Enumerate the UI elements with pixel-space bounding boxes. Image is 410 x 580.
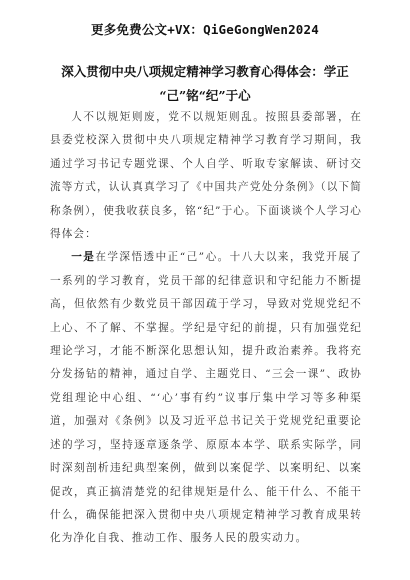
promo-header: 更多免费公文+VX：QiGeGongWen2024 (91, 22, 319, 37)
title-line-2: “己”铭“纪”于心 (159, 88, 251, 103)
paragraph-intro-text: 人不以规矩则废，党不以规矩则乱。按照县委部署，在县委党校深入贯彻中央八项规定精神学习教育学习期间，我通过学习书记专题党课、个人自学、听取专家解读、研讨交流等方式，认认真真学习了《中国共产党处分条例》（以下简称条例），使我收获良多，铭“纪”于心。下面谈谈个人学习心得体会： (50, 111, 362, 241)
paragraph-point-one-text: 在学深悟透中正“己”心。十八大以来，我党开展了一系列的学习教育，党员干部的纪律意识和守纪能力不断提高，但依然有少数党员干部因疏于学习，导致对党规党纪不上心、不了解、不掌握。学纪是守纪的前提，只有加强党纪理论学习，才能不断深化思想认知，提升政治素养。我将充分发扬钻的精神，通过自学、主题党日、“三会一课”、政协党组理论中心组、“‘心’事有约”议事厅集中学习等多种渠道，加强对《条例》以及习近平总书记关于党规党纪重要论述的学习，坚持逐章逐条学、原原本本学、联系实际学，同时深刻剖析违纪典型案例，做到以案促学、以案明纪、以案促改，真正搞清楚党的纪律规矩是什么、能干什么、不能干什么，确保能把深入贯彻中央八项规定精神学习教育成果转化为净化自我、推动工作、服务人民的殷实动力。 (50, 251, 362, 545)
paragraph-point-one (50, 246, 362, 550)
document-title (40, 60, 370, 108)
document-body (50, 106, 362, 551)
title-line-1: 深入贯彻中央八项规定精神学习教育心得体会：学正 (61, 64, 349, 79)
paragraph-intro (50, 106, 362, 246)
paragraph-lead: 一是 (71, 251, 96, 264)
